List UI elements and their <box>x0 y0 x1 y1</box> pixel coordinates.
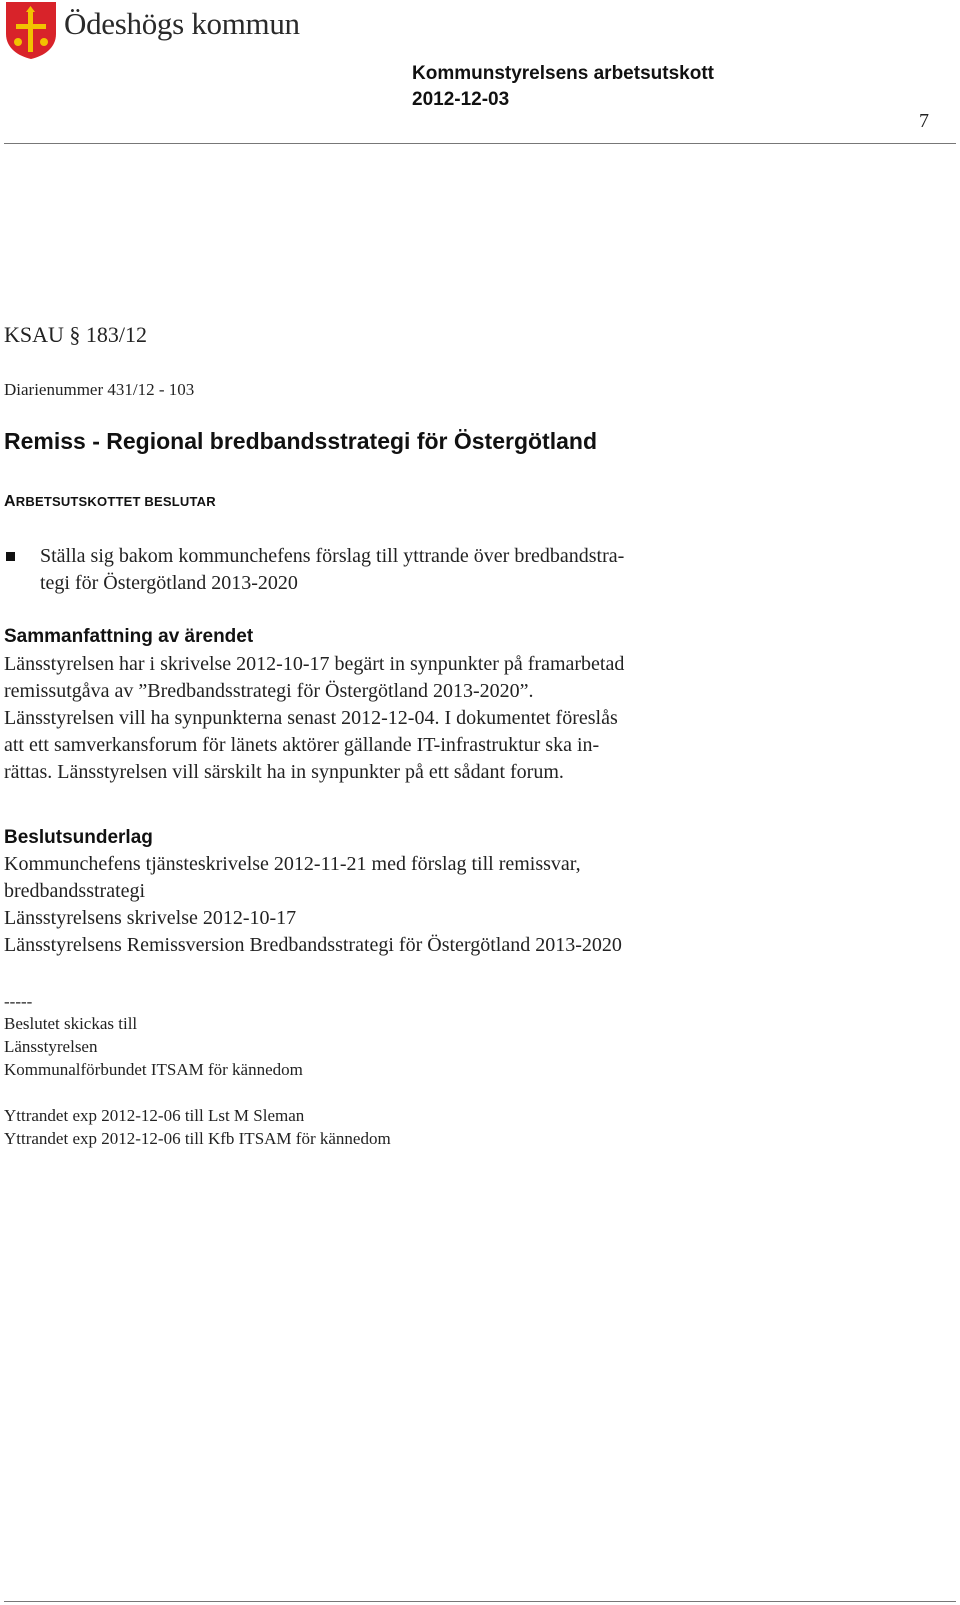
meeting-date: 2012-12-03 <box>412 89 510 110</box>
logo-text: Ödeshögs kommun <box>64 6 300 41</box>
case-id: KSAU § 183/12 <box>4 322 148 347</box>
decision-heading-rest: RBETSUTSKOTTET BESLUTAR <box>15 494 216 509</box>
distribution-line: Beslutet skickas till <box>4 1014 138 1033</box>
summary-heading: Sammanfattning av ärendet <box>4 626 254 647</box>
decision-line: tegi för Östergötland 2013-2020 <box>40 572 298 594</box>
separator-dashes: ----- <box>4 992 33 1011</box>
summary-line: remissutgåva av ”Bredbandsstrategi för Östergötland 2013-2020”. <box>4 680 534 702</box>
decision-heading <box>4 493 216 511</box>
decision-heading-initial: A <box>4 493 16 510</box>
page-title: Remiss - Regional bredbandsstrategi för Östergötland <box>4 428 597 454</box>
distribution-line: Länsstyrelsen <box>4 1037 98 1056</box>
document-header <box>412 61 714 113</box>
summary-line: Länsstyrelsen har i skrivelse 2012-10-17 begärt in synpunkter på framarbetad <box>4 653 625 675</box>
basis-heading: Beslutsunderlag <box>4 827 153 848</box>
expedition-line: Yttrandet exp 2012-12-06 till Kfb ITSAM för kännedom <box>4 1129 391 1148</box>
summary-line: rättas. Länsstyrelsen vill särskilt ha in synpunkter på ett sådant forum. <box>4 761 564 783</box>
footer-divider <box>4 1601 956 1602</box>
summary-line: att ett samverkansforum för länets aktörer gällande IT-infrastruktur ska in- <box>4 734 600 756</box>
municipality-logo <box>4 0 304 62</box>
committee-name: Kommunstyrelsens arbetsutskott <box>412 63 714 84</box>
summary-line: Länsstyrelsen vill ha synpunkterna senast 2012-12-04. I dokumentet föreslås <box>4 707 618 729</box>
header-divider <box>4 143 956 144</box>
basis-line: Kommunchefens tjänsteskrivelse 2012-11-21 med förslag till remissvar, <box>4 853 581 875</box>
page-number: 7 <box>919 110 929 132</box>
bullet-square-icon <box>6 552 15 561</box>
basis-line: Länsstyrelsens Remissversion Bredbandsstrategi för Östergötland 2013-2020 <box>4 934 622 956</box>
expedition-line: Yttrandet exp 2012-12-06 till Lst M Sleman <box>4 1106 305 1125</box>
distribution-line: Kommunalförbundet ITSAM för kännedom <box>4 1060 303 1079</box>
decision-line: Ställa sig bakom kommunchefens förslag till yttrande över bredbandstra- <box>40 545 625 567</box>
diary-number: Diarienummer 431/12 - 103 <box>4 380 195 399</box>
basis-line: bredbandsstrategi <box>4 880 146 902</box>
basis-line: Länsstyrelsens skrivelse 2012-10-17 <box>4 907 297 929</box>
coat-of-arms-icon <box>4 0 58 60</box>
